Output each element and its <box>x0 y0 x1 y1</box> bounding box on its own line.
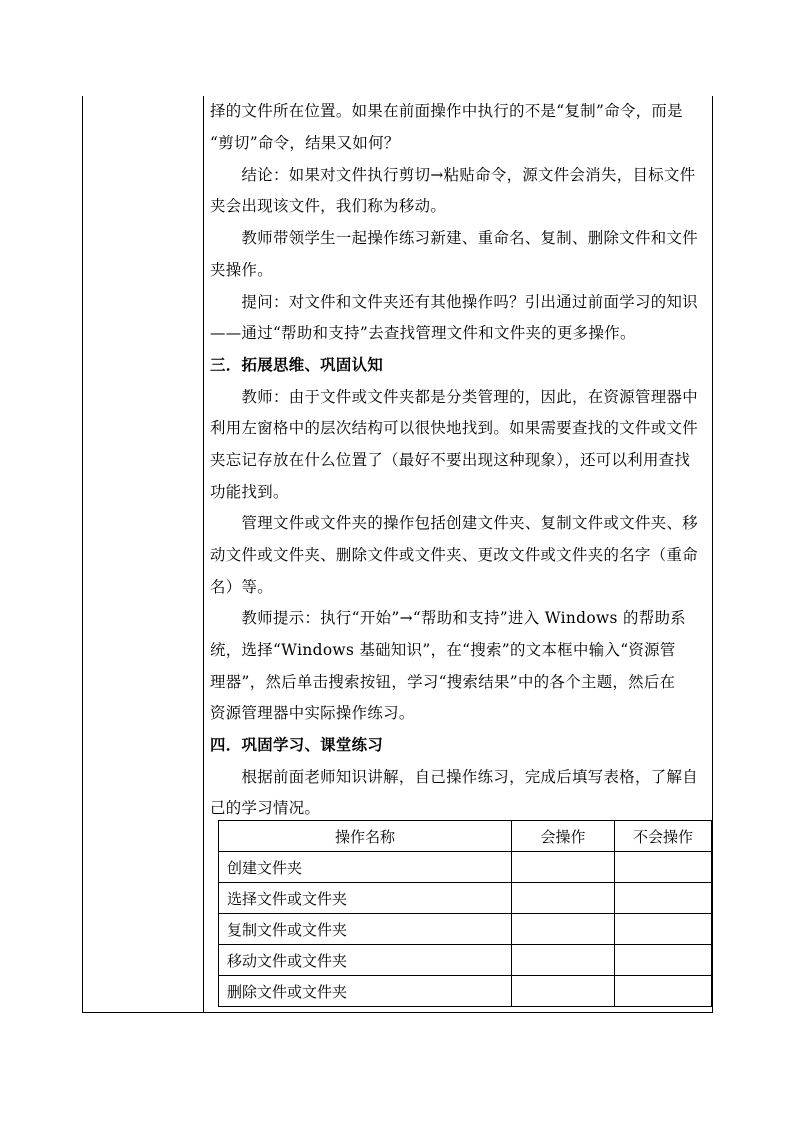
paragraph-line: 名）等。 <box>210 578 273 596</box>
can-operate-cell[interactable] <box>512 976 615 1007</box>
table-header-row <box>219 821 712 852</box>
can-operate-cell[interactable] <box>512 914 615 945</box>
paragraph-line: 管理文件或文件夹的操作包括创建文件夹、复制文件或文件夹、移 <box>210 514 698 532</box>
cannot-operate-cell[interactable] <box>615 914 712 945</box>
header-can-operate: 会操作 <box>512 821 615 852</box>
paragraph-line: 结论：如果对文件执行剪切→粘贴命令，源文件会消失，目标文件 <box>210 166 696 184</box>
operation-name-cell: 复制文件或文件夹 <box>219 914 512 945</box>
table-row <box>219 976 712 1007</box>
paragraph-line: 动文件或文件夹、删除文件或文件夹、更改文件或文件夹的名字（重命 <box>210 546 698 564</box>
table-row <box>219 852 712 883</box>
section-heading-4: 四．巩固学习、课堂练习 <box>210 736 384 754</box>
paragraph-line: 夹会出现该文件，我们称为移动。 <box>210 197 447 215</box>
lesson-table-column-divider <box>203 96 204 1013</box>
paragraph-line: 根据前面老师知识讲解，自己操作练习，完成后填写表格，了解自 <box>210 768 698 786</box>
paragraph-line: 夹操作。 <box>210 261 273 279</box>
can-operate-cell[interactable] <box>512 883 615 914</box>
table-row <box>219 883 712 914</box>
operation-name-cell: 删除文件或文件夹 <box>219 976 512 1007</box>
paragraph-line: ——通过“帮助和支持”去查找管理文件和文件夹的更多操作。 <box>210 324 636 342</box>
paragraph-line: 己的学习情况。 <box>210 799 321 817</box>
paragraph-line: 利用左窗格中的层次结构可以很快地找到。如果需要查找的文件或文件 <box>210 419 698 437</box>
operation-name-cell: 移动文件或文件夹 <box>219 945 512 976</box>
paragraph-line: 夹忘记存放在什么位置了（最好不要出现这种现象），还可以利用查找 <box>210 451 691 469</box>
paragraph-line: “剪切”命令，结果又如何？ <box>210 134 400 152</box>
paragraph-line: 资源管理器中实际操作练习。 <box>210 704 415 722</box>
cannot-operate-cell[interactable] <box>615 976 712 1007</box>
can-operate-cell[interactable] <box>512 945 615 976</box>
paragraph-line: 统，选择“Windows 基础知识”，在“搜索”的文本框中输入“资源管 <box>210 641 676 659</box>
operation-name-cell: 选择文件或文件夹 <box>219 883 512 914</box>
practice-table <box>218 820 712 1007</box>
header-operation-name: 操作名称 <box>219 821 512 852</box>
header-cannot-operate: 不会操作 <box>615 821 712 852</box>
table-row <box>219 945 712 976</box>
cannot-operate-cell[interactable] <box>615 852 712 883</box>
paragraph-line: 教师带领学生一起操作练习新建、重命名、复制、删除文件和文件 <box>210 229 698 247</box>
can-operate-cell[interactable] <box>512 852 615 883</box>
cannot-operate-cell[interactable] <box>615 945 712 976</box>
cannot-operate-cell[interactable] <box>615 883 712 914</box>
paragraph-line: 择的文件所在位置。如果在前面操作中执行的不是“复制”命令，而是 <box>210 102 683 120</box>
operation-name-cell: 创建文件夹 <box>219 852 512 883</box>
paragraph-line: 理器”，然后单击搜索按钮，学习“搜索结果”中的各个主题，然后在 <box>210 673 676 691</box>
paragraph-line: 功能找到。 <box>210 483 289 501</box>
section-heading-3: 三．拓展思维、巩固认知 <box>210 356 384 374</box>
table-row <box>219 914 712 945</box>
paragraph-line: 提问：对文件和文件夹还有其他操作吗？引出通过前面学习的知识 <box>210 293 698 311</box>
paragraph-line: 教师提示：执行“开始”→“帮助和支持”进入 Windows 的帮助系 <box>210 609 686 627</box>
paragraph-line: 教师：由于文件或文件夹都是分类管理的，因此，在资源管理器中 <box>210 388 698 406</box>
